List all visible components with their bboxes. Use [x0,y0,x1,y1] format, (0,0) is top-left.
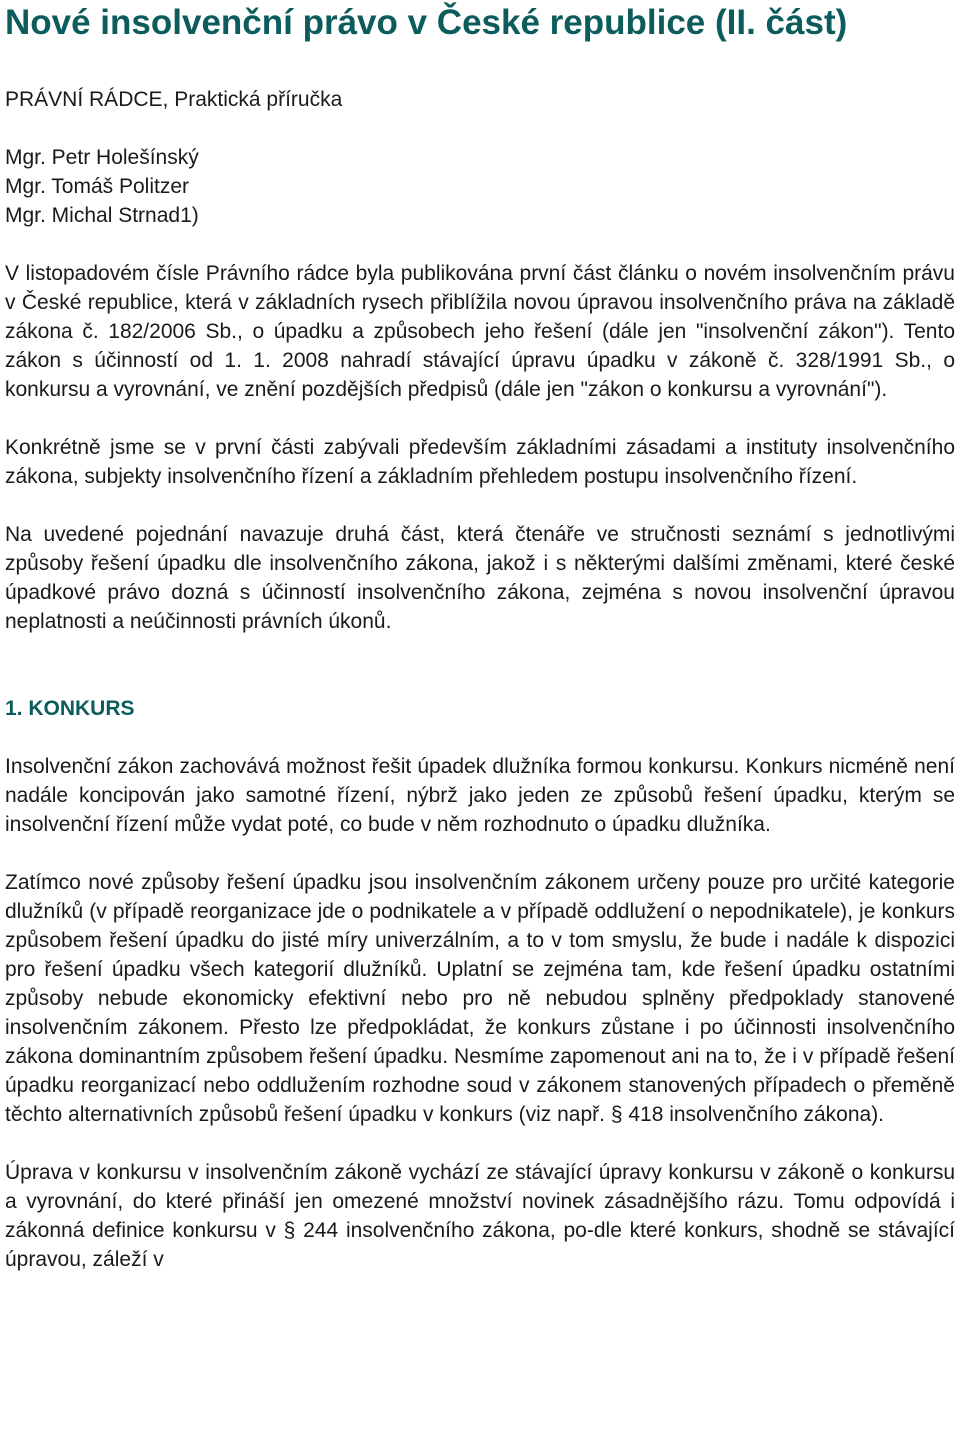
section-heading: 1. KONKURS [5,697,135,720]
intro-paragraph: V listopadovém čísle Právního rádce byla publikována první část článku o novém insolvenčním právu v České republice, která v základních rysech přiblížila novou úpravou insolvenčního práva na základě zákona č. 182/2006 Sb., o úpadku a způsobech jeho řešení (dále jen "insolvenční zákon"). Tento zákon s účinností od 1. 1. 2008 nahradí stávající úpravu úpadku v zákoně č. 328/1991 Sb., o konkursu a vyrovnání, ve znění pozdějších předpisů (dále jen "zákon o konkursu a vyrovnání"). [5,262,955,401]
document-title: Nové insolvenční právo v České republice (II. část) [5,3,848,42]
section-paragraph: Insolvenční zákon zachovává možnost řešit úpadek dlužníka formou konkursu. Konkurs nicméně není nadále koncipován jako samotné řízení, nýbrž jako jeden ze způsobů řešení úpadku, kterým se insolvenční řízení může vydat poté, co bude v něm rozhodnuto o úpadku dlužníka. [5,755,955,836]
section-paragraph: Zatímco nové způsoby řešení úpadku jsou insolvenčním zákonem určeny pouze pro určité kategorie dlužníků (v případě reorganizace jde o podnikatele a v případě oddlužení o nepodnikatele), je konkurs způsobem řešení úpadku do jisté míry univerzálním, a to v tom smyslu, že bude i nadále k dispozici pro řešení úpadku všech kategorií dlužníků. Uplatní se zejména tam, kde řešení úpadku ostatními způsoby nebude ekonomicky efektivní nebo pro ně nebudou splněny předpoklady stanovené insolvenčním zákonem. Přesto lze předpokládat, že konkurs zůstane i po účinnosti insolvenčního zákona dominantním způsobem řešení úpadku. Nesmíme zapomenout ani na to, že i v případě řešení úpadku reorganizací nebo oddlužením rozhodne soud v zákonem stanovených případech o přeměně těchto alternativních způsobů řešení úpadku v konkurs (viz např. § 418 insolvenčního zákona). [5,871,955,1126]
author-list [5,143,955,230]
section-paragraph: Úprava v konkursu v insolvenčním zákoně vychází ze stávající úpravy konkursu v zákoně o konkursu a vyrovnání, do které přináší jen omezené množství novinek zásadnějšího rázu. Tomu odpovídá i zákonná definice konkursu v § 244 insolvenčního zákona, po-dle které konkurs, shodně se stávající úpravou, záleží v [5,1161,955,1271]
author-name: Mgr. Michal Strnad1) [5,204,199,227]
author-name: Mgr. Petr Holešínský [5,146,199,169]
intro-paragraph: Na uvedené pojednání navazuje druhá část, která čtenáře ve stručnosti seznámí s jednotlivými způsoby řešení úpadku dle insolvenčního zákona, jakož i s některými dalšími změnami, které české úpadkové právo dozná s účinností insolvenčního zákona, zejména s novou insolvenční úpravou neplatnosti a neúčinnosti právních úkonů. [5,523,955,633]
author-name: Mgr. Tomáš Politzer [5,175,190,198]
document-subtitle: PRÁVNÍ RÁDCE, Praktická příručka [5,88,343,111]
intro-paragraph: Konkrétně jsme se v první části zabývali především základními zásadami a instituty insolvenčního zákona, subjekty insolvenčního řízení a základním přehledem postupu insolvenčního řízení. [5,436,955,488]
